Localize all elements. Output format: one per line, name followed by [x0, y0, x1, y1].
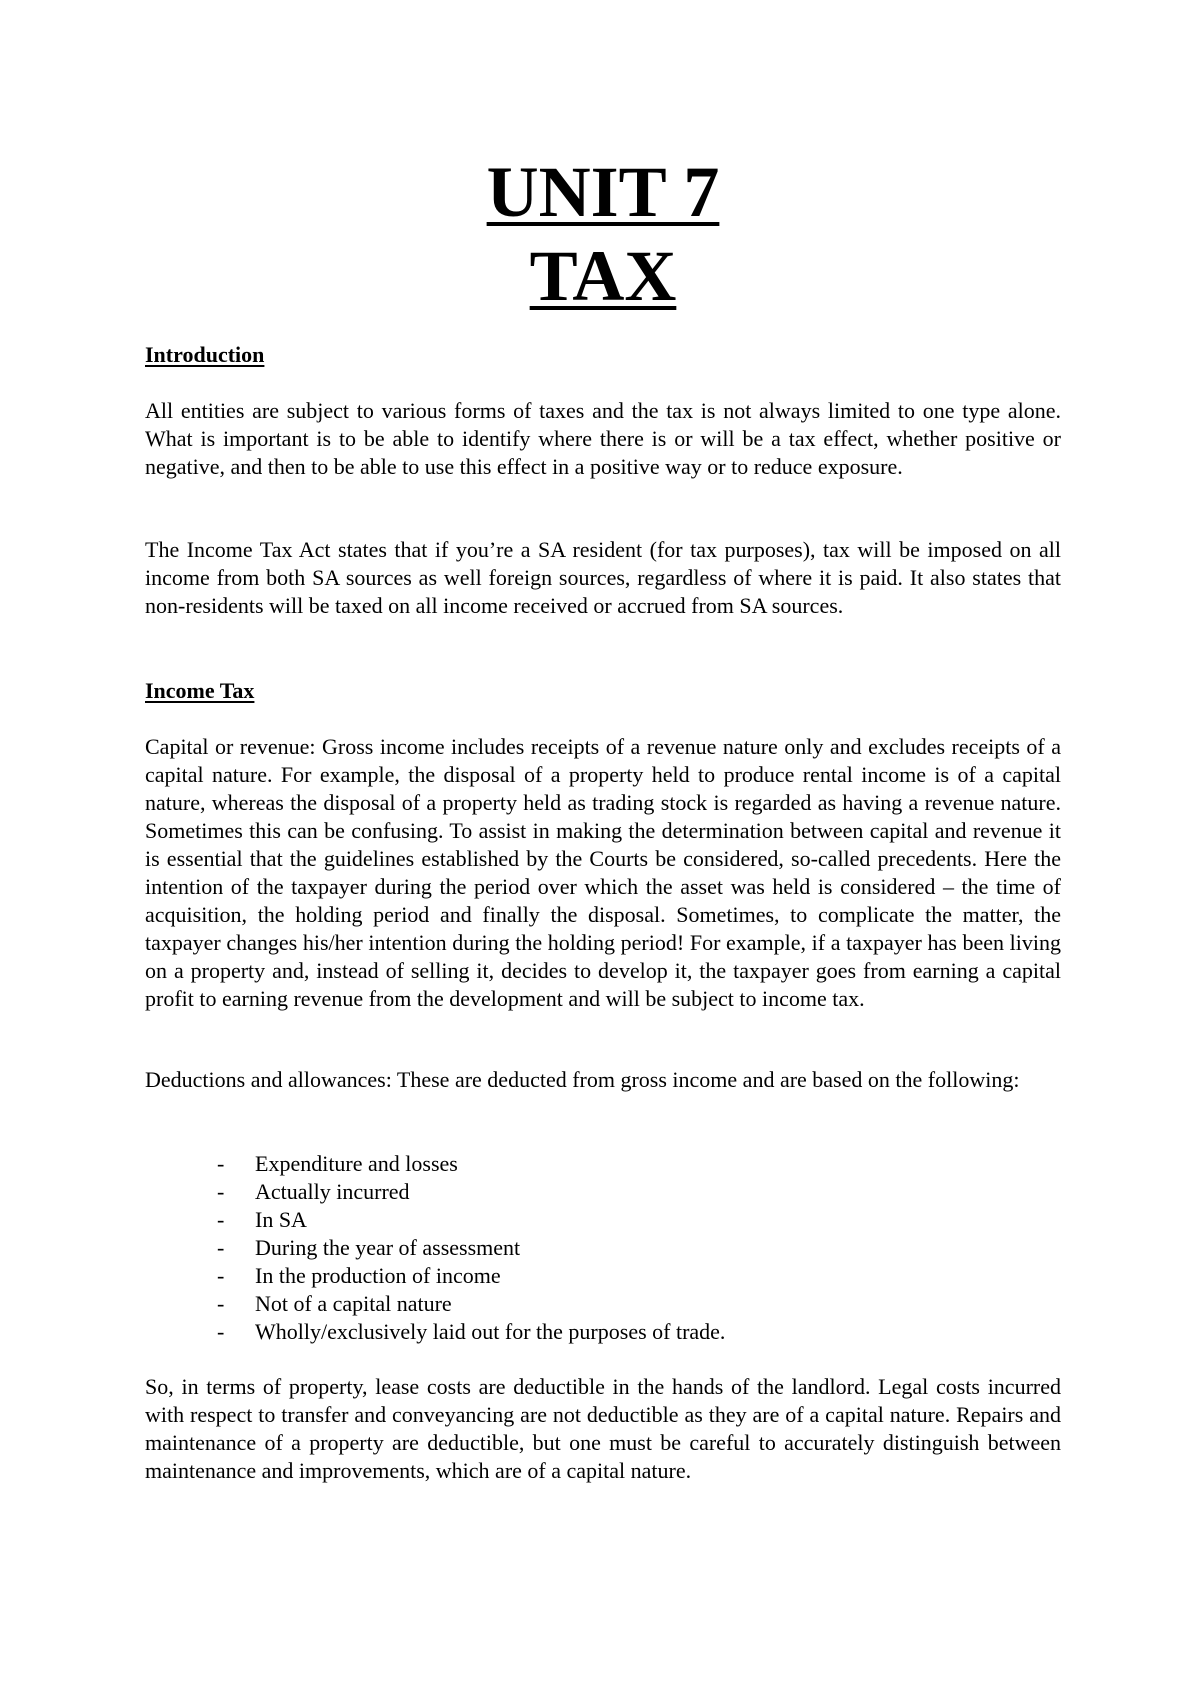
list-item	[217, 1290, 725, 1318]
title-block	[145, 150, 1061, 318]
deductions-criteria-list	[217, 1150, 725, 1346]
list-bullet: -	[217, 1151, 225, 1176]
income-tax-heading: Income Tax	[145, 678, 255, 703]
subject-title: TAX	[529, 236, 677, 316]
list-item-text: During the year of assessment	[255, 1235, 521, 1260]
unit-title: UNIT 7	[486, 152, 720, 232]
list-bullet: -	[217, 1263, 225, 1288]
list-item	[217, 1234, 725, 1262]
list-item-text: In the production of income	[255, 1263, 501, 1288]
list-item-text: Wholly/exclusively laid out for the purposes of trade.	[255, 1319, 726, 1344]
list-item-text: Not of a capital nature	[255, 1291, 452, 1316]
document-page	[145, 0, 1061, 1696]
list-bullet: -	[217, 1235, 225, 1260]
property-deductions-paragraph: So, in terms of property, lease costs are deductible in the hands of the landlord. Legal costs incurred with respect to transfer and conveyancing are not deductible as they are of a capital nature. Repairs and maintenance of a property are deductible, but one must be careful to accurately distinguish between maintenance and improvements, which are of a capital nature.	[145, 1374, 1061, 1483]
list-bullet: -	[217, 1207, 225, 1232]
introduction-paragraph-1: All entities are subject to various forms of taxes and the tax is not always limited to one type alone. What is important is to be able to identify where there is or will be a tax effect, whether positive or negative, and then to be able to use this effect in a positive way or to reduce exposure.	[145, 398, 1061, 479]
list-item-text: Expenditure and losses	[255, 1151, 458, 1176]
list-item	[217, 1262, 725, 1290]
list-item	[217, 1178, 725, 1206]
list-item	[217, 1318, 725, 1346]
capital-revenue-paragraph: Capital or revenue: Gross income includes receipts of a revenue nature only and excludes receipts of a capital nature. For example, the disposal of a property held to produce rental income is of a capital nature, whereas the disposal of a property held as trading stock is regarded as having a revenue nature. Sometimes this can be confusing. To assist in making the determination between capital and revenue it is essential that the guidelines established by the Courts be considered, so-called precedents. Here the intention of the taxpayer during the period over which the asset was held is considered – the time of acquisition, the holding period and finally the disposal. Sometimes, to complicate the matter, the taxpayer changes his/her intention during the holding period! For example, if a taxpayer has been living on a property and, instead of selling it, decides to develop it, the taxpayer goes from earning a capital profit to earning revenue from the development and will be subject to income tax.	[145, 734, 1061, 1011]
list-bullet: -	[217, 1291, 225, 1316]
list-item-text: Actually incurred	[255, 1179, 410, 1204]
deductions-paragraph: Deductions and allowances: These are deducted from gross income and are based on the following:	[145, 1067, 1020, 1092]
list-bullet: -	[217, 1179, 225, 1204]
list-bullet: -	[217, 1319, 225, 1344]
introduction-heading: Introduction	[145, 342, 265, 367]
list-item-text: In SA	[255, 1207, 307, 1232]
list-item	[217, 1206, 725, 1234]
introduction-paragraph-2: The Income Tax Act states that if you’re a SA resident (for tax purposes), tax will be imposed on all income from both SA sources as well foreign sources, regardless of where it is paid. It also states that non-residents will be taxed on all income received or accrued from SA sources.	[145, 537, 1061, 618]
list-item	[217, 1150, 725, 1178]
